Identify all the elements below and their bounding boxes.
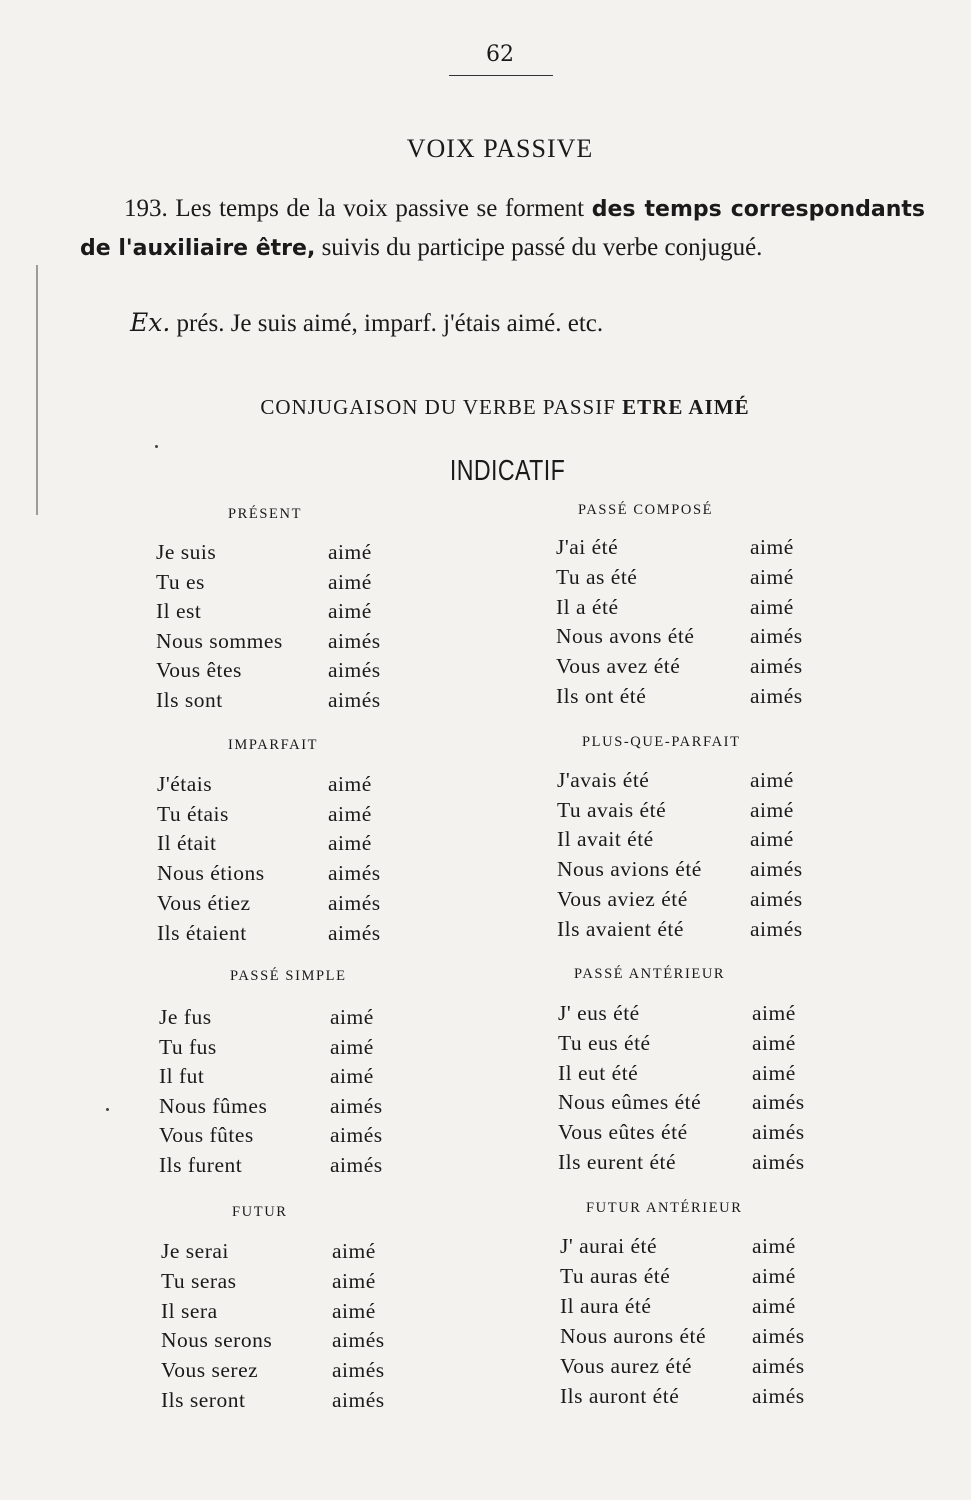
conjugation-participle: aimés <box>328 920 381 945</box>
conjugation-subject: Vous eûtes été <box>558 1120 688 1145</box>
conjugation-subject: Nous eûmes été <box>558 1090 702 1115</box>
conjugation-subject: Je fus <box>159 1005 212 1029</box>
print-speck <box>106 1108 109 1111</box>
conjugation-subject: Tu avais été <box>557 797 667 822</box>
conjugation-subject: Tu seras <box>161 1268 237 1293</box>
conjugation-participle: aimés <box>330 1093 383 1118</box>
conjugation-subject: Tu étais <box>157 801 229 826</box>
conjugation-participle: aimé <box>328 599 372 623</box>
conjugation-subject: Vous avez été <box>556 654 681 679</box>
conjugation-subject: Il avait été <box>557 827 654 852</box>
conjugation-subject: J'étais <box>157 772 213 796</box>
print-speck <box>155 445 158 448</box>
conjugation-subject: Vous fûtes <box>159 1123 254 1148</box>
conjugation-participle: aimé <box>328 772 372 796</box>
conjugation-subject: Ils sont <box>156 687 223 712</box>
conjugation-participle: aimé <box>332 1268 376 1293</box>
conjugation-subject: Ils ont été <box>556 684 647 708</box>
conjugation-participle: aimé <box>752 1030 796 1055</box>
conjugation-subject: Je serai <box>161 1239 229 1263</box>
conjugation-subject: Vous aviez été <box>557 886 688 911</box>
conjugation-subject: Ils avaient été <box>557 916 684 941</box>
conjugation-participle: aimé <box>752 1264 796 1288</box>
conjugation-subject: Nous serons <box>161 1328 273 1353</box>
conjugation-participle: aimé <box>332 1298 376 1323</box>
tense-heading: PASSÉ SIMPLE <box>230 968 347 984</box>
conjugation-title-normal: CONJUGAISON DU VERBE PASSIF <box>260 395 616 419</box>
tense-heading: PASSÉ ANTÉRIEUR <box>574 966 726 982</box>
conjugation-subject: Tu auras été <box>560 1264 671 1288</box>
conjugation-participle: aimés <box>750 857 803 882</box>
conjugation-participle: aimés <box>752 1090 805 1115</box>
conjugation-subject: J' aurai été <box>560 1234 658 1258</box>
conjugation-participle: aimé <box>330 1005 374 1029</box>
conjugation-participle: aimé <box>330 1064 374 1089</box>
conjugation-participle: aimé <box>752 1060 796 1085</box>
conjugation-subject: Vous étiez <box>157 890 251 915</box>
conjugation-subject: Il était <box>157 831 217 856</box>
conjugation-participle: aimés <box>332 1358 385 1383</box>
conjugation-subject: Tu es <box>156 569 205 594</box>
conjugation-participle: aimés <box>752 1324 805 1348</box>
tense-heading: IMPARFAIT <box>228 737 319 753</box>
conjugation-participle: aimé <box>752 1234 796 1258</box>
conjugation-participle: aimé <box>750 594 794 619</box>
conjugation-participle: aimés <box>328 628 381 653</box>
conjugation-subject: J'avais été <box>557 768 650 792</box>
conjugation-participle: aimés <box>328 687 381 712</box>
conjugation-subject: Vous aurez été <box>560 1354 692 1378</box>
conjugation-participle: aimé <box>750 768 794 792</box>
conjugation-subject: Tu as été <box>556 564 638 589</box>
paragraph-text-start: Les temps de la voix passive se forment <box>175 195 585 222</box>
conjugation-participle: aimé <box>328 831 372 856</box>
tense-heading: PLUS-QUE-PARFAIT <box>582 734 741 750</box>
conjugation-participle: aimé <box>750 564 794 589</box>
conjugation-participle: aimé <box>750 797 794 822</box>
conjugation-subject: Il eut été <box>558 1060 639 1085</box>
conjugation-subject: Nous avions été <box>557 857 702 882</box>
conjugation-participle: aimés <box>752 1384 805 1408</box>
conjugation-participle: aimés <box>330 1123 383 1148</box>
conjugation-participle: aimé <box>330 1034 374 1059</box>
conjugation-subject: Ils auront été <box>560 1384 680 1408</box>
conjugation-subject: Nous étions <box>157 861 265 886</box>
conjugation-participle: aimés <box>750 886 803 911</box>
conjugation-subject: Nous aurons été <box>560 1324 707 1348</box>
conjugation-participle: aimés <box>328 658 381 682</box>
paragraph-193 <box>80 190 925 268</box>
conjugation-participle: aimé <box>752 1294 796 1318</box>
conjugation-participle: aimés <box>328 861 381 886</box>
conjugation-subject: Il fut <box>159 1064 205 1089</box>
page-number: 62 <box>486 42 514 67</box>
conjugation-participle: aimés <box>752 1120 805 1145</box>
paragraph-text-end: suivis du participe passé du verbe conjugué. <box>321 234 763 261</box>
section-title: VOIX PASSIVE <box>406 134 594 163</box>
conjugation-participle: aimé <box>332 1239 376 1263</box>
conjugation-subject: J'ai été <box>556 535 619 559</box>
conjugation-participle: aimés <box>750 654 803 679</box>
conjugation-subject: Il aura été <box>560 1294 652 1318</box>
paragraph-number: 193. <box>124 195 168 222</box>
conjugation-participle: aimés <box>752 1150 805 1174</box>
conjugation-subject: Il a été <box>556 594 619 619</box>
conjugation-participle: aimé <box>328 569 372 594</box>
tense-heading: PRÉSENT <box>228 506 303 522</box>
conjugation-subject: Vous serez <box>161 1358 259 1383</box>
conjugation-subject: Ils étaient <box>157 920 247 945</box>
conjugation-participle: aimés <box>328 890 381 915</box>
conjugation-subject: Je suis <box>156 540 217 564</box>
conjugation-subject: J' eus été <box>558 1001 640 1025</box>
conjugation-title <box>0 395 971 420</box>
tense-heading: FUTUR <box>232 1204 288 1220</box>
tense-heading: PASSÉ COMPOSÉ <box>578 502 714 518</box>
conjugation-participle: aimé <box>328 801 372 826</box>
conjugation-subject: Ils seront <box>161 1388 246 1412</box>
conjugation-participle: aimé <box>750 827 794 852</box>
conjugation-participle: aimés <box>752 1354 805 1378</box>
mood-heading: INDICATIF <box>449 455 566 487</box>
conjugation-subject: Tu eus été <box>558 1030 651 1055</box>
conjugation-subject: Il sera <box>161 1298 218 1323</box>
conjugation-participle: aimé <box>752 1001 796 1025</box>
conjugation-subject: Nous fûmes <box>159 1093 268 1118</box>
conjugation-subject: Nous sommes <box>156 628 283 653</box>
example-line <box>130 308 603 338</box>
conjugation-participle: aimés <box>330 1153 383 1177</box>
conjugation-participle: aimés <box>750 624 803 649</box>
conjugation-participle: aimé <box>328 540 372 564</box>
conjugation-participle: aimés <box>750 916 803 941</box>
conjugation-participle: aimés <box>332 1388 385 1412</box>
conjugation-participle: aimés <box>332 1328 385 1353</box>
conjugation-subject: Ils eurent été <box>558 1150 677 1174</box>
page-number-rule <box>449 75 553 76</box>
example-text: prés. Je suis aimé, imparf. j'étais aimé. etc. <box>176 310 604 337</box>
conjugation-subject: Nous avons été <box>556 624 695 649</box>
margin-line <box>36 265 38 515</box>
conjugation-subject: Tu fus <box>159 1034 217 1059</box>
conjugation-subject: Vous êtes <box>156 658 242 682</box>
conjugation-subject: Ils furent <box>159 1153 243 1177</box>
conjugation-title-bold: ETRE AIMÉ <box>622 395 750 419</box>
tense-heading: FUTUR ANTÉRIEUR <box>586 1200 743 1216</box>
conjugation-participle: aimés <box>750 684 803 708</box>
example-label: Ex. <box>130 308 171 337</box>
conjugation-participle: aimé <box>750 535 794 559</box>
conjugation-subject: Il est <box>156 599 202 623</box>
paragraph-bold-text: des temps correspondants de l'auxiliaire être, <box>80 197 926 261</box>
